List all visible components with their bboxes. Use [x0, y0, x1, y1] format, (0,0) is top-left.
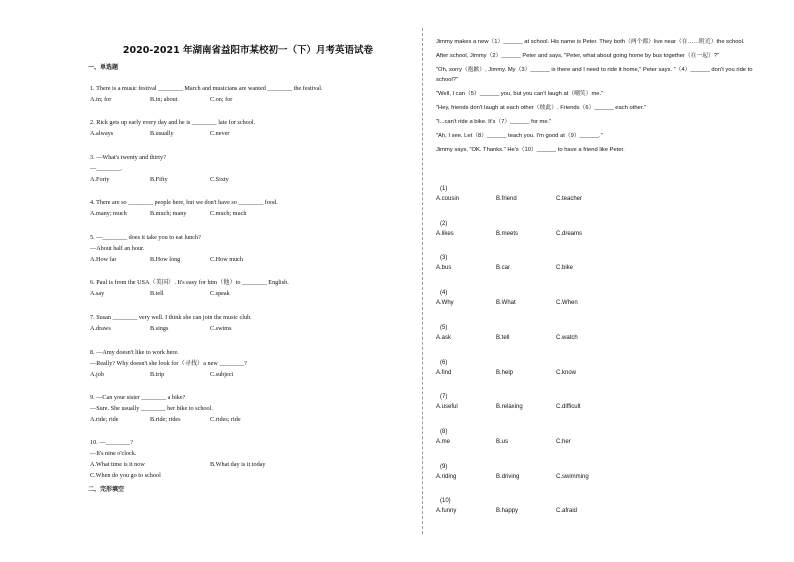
option-a[interactable]: A.Why: [436, 300, 454, 307]
option-c[interactable]: C.her: [556, 438, 571, 445]
option-c[interactable]: C.rides; ride: [210, 416, 241, 423]
option-a[interactable]: A.find: [436, 369, 452, 376]
question-options: [90, 128, 408, 139]
option-a[interactable]: A.What time is it now: [90, 461, 145, 468]
option-a[interactable]: A.me: [436, 438, 451, 445]
cloze-options: [436, 437, 776, 448]
question-stem-line: 1. There is a music festival ________ March and musicians are wanted ________ the festival.: [90, 85, 323, 92]
cloze-question-5: [436, 323, 776, 344]
option-c[interactable]: C.subject: [210, 371, 234, 378]
question-stem-line: 9. —Can your sister ________ a bike?: [90, 394, 186, 401]
question-stem-line: —About half an hour.: [90, 245, 145, 252]
question-stem-line: —It's nine o'clock.: [90, 450, 137, 457]
question-stem-line: 7. Susan ________ very well. I think she can join the music club.: [90, 314, 252, 321]
question-options: [90, 254, 408, 265]
option-a[interactable]: A.in; for: [90, 96, 112, 103]
option-b[interactable]: B.meets: [496, 230, 519, 237]
question-stem-line: —________.: [90, 165, 123, 172]
option-c[interactable]: C.watch: [556, 334, 578, 341]
cloze-options: [436, 229, 776, 240]
option-b[interactable]: B.How long: [150, 256, 181, 263]
option-b[interactable]: B.tell: [150, 290, 164, 297]
cloze-question-number: (1): [440, 186, 448, 192]
question-options: [90, 174, 408, 185]
cloze-question-number: (8): [440, 428, 448, 435]
option-b[interactable]: B.driving: [496, 473, 520, 480]
option-a[interactable]: A.riding: [436, 473, 457, 480]
option-a[interactable]: A.likes: [436, 230, 454, 237]
question-options: [90, 323, 408, 334]
question-options: [90, 470, 408, 481]
option-a[interactable]: A.job: [90, 371, 104, 378]
option-b[interactable]: B.usually: [150, 130, 174, 137]
right-page: [436, 0, 776, 562]
cloze-options: [436, 402, 776, 413]
question-8: [90, 347, 408, 380]
cloze-options: [436, 263, 776, 274]
cloze-question-7: [436, 392, 776, 413]
cloze-question-number: (2): [440, 220, 448, 227]
passage-paragraph: "Ah, I see. Let（8）______ teach you. I'm good at（9）______.": [436, 133, 603, 140]
page-divider: [422, 28, 423, 534]
option-a[interactable]: A.cousin: [436, 196, 460, 202]
question-stem-line: 5. —________ does it take you to eat lunch?: [90, 234, 201, 241]
option-a[interactable]: A.funny: [436, 508, 457, 515]
section-cloze-title: 二、完形填空: [88, 486, 125, 493]
option-b[interactable]: B.car: [496, 265, 511, 272]
option-c[interactable]: C.know: [556, 369, 577, 376]
option-c[interactable]: C.much; much: [210, 210, 247, 217]
question-1: [90, 83, 408, 105]
cloze-question-4: [436, 288, 776, 309]
option-c[interactable]: C.How much: [210, 256, 243, 263]
cloze-question-number: (3): [440, 255, 448, 262]
question-options: [90, 94, 408, 105]
question-stem-line: —Sure. She usually ________ her bike to school.: [90, 405, 213, 412]
question-options: [90, 288, 408, 299]
option-c[interactable]: C.swimming: [556, 473, 589, 480]
option-c[interactable]: C.speak: [210, 290, 230, 297]
option-b[interactable]: B.What: [496, 300, 516, 307]
option-a[interactable]: A.ride; ride: [90, 416, 119, 423]
cloze-options: [436, 506, 776, 517]
cloze-options: [436, 472, 776, 483]
question-stem-line: 2. Rick gets up early every day and he is ________ late for school.: [90, 119, 256, 126]
option-b[interactable]: B.trip: [150, 371, 165, 378]
question-7: [90, 312, 408, 334]
question-stem-line: 10. —________?: [90, 439, 133, 446]
option-a[interactable]: A.draws: [90, 325, 111, 332]
option-b[interactable]: B.sings: [150, 325, 169, 332]
cloze-options: [436, 194, 776, 205]
cloze-question-10: [436, 496, 776, 517]
option-b[interactable]: B.in; about: [150, 96, 178, 103]
question-stem-line: 6. Paul is from the USA（美国）. It's easy for him（他）to ________ English.: [90, 279, 289, 286]
option-c[interactable]: C.When do you go to school: [90, 472, 161, 479]
passage-paragraph: "Oh, sorry（抱歉）, Jimmy. My（3）______ is there and I need to ride it home," Peter says. "（4）______ don't you ride to school?": [436, 67, 753, 83]
option-a[interactable]: A.How far: [90, 256, 117, 263]
exam-title: 2020-2021 年湖南省益阳市某校初一（下）月考英语试卷: [122, 45, 374, 56]
option-b[interactable]: B.What day is it today: [210, 461, 266, 468]
question-2: [90, 117, 408, 139]
cloze-question-9: [436, 462, 776, 483]
cloze-question-8: [436, 427, 776, 448]
option-a[interactable]: A.always: [90, 130, 114, 137]
option-b[interactable]: B.happy: [496, 508, 519, 515]
cloze-question-3: [436, 253, 776, 274]
option-c[interactable]: C.bike: [556, 265, 574, 272]
option-c[interactable]: C.Sixty: [210, 176, 229, 183]
question-3: [90, 152, 408, 185]
cloze-question-number: (6): [440, 359, 448, 366]
cloze-question-number: (10): [440, 498, 451, 505]
option-c[interactable]: C.dreams: [556, 230, 583, 237]
option-a[interactable]: A.ask: [436, 334, 452, 341]
left-page: [86, 0, 410, 562]
cloze-question-1: [436, 184, 776, 205]
option-b[interactable]: B.ride; rides: [150, 416, 181, 423]
option-a[interactable]: A.bus: [436, 265, 452, 272]
cloze-question-number: (4): [440, 290, 448, 297]
option-a[interactable]: A.Forty: [90, 176, 110, 183]
question-9: [90, 392, 408, 425]
question-stem-line: —Really? Why doesn't she look for（寻找）a new ________?: [90, 360, 247, 367]
option-a[interactable]: A.useful: [436, 404, 458, 411]
question-4: [90, 197, 408, 219]
option-c[interactable]: C.on; for: [210, 96, 233, 103]
option-a[interactable]: A.say: [90, 290, 105, 297]
passage-paragraph: Jimmy makes a new（1）______ at school. His name is Peter. They both（两个都）live near（在……附近）the school.: [436, 39, 745, 45]
passage-paragraph: After school, Jimmy（2）______ Peter and says, "Peter, what about going home by bus together（在一起）?": [436, 53, 720, 60]
passage-paragraph: "I...can't ride a bike. It's（7）______ for me.": [436, 118, 552, 125]
cloze-question-number: (9): [440, 463, 448, 470]
cloze-options: [436, 368, 776, 379]
option-b[interactable]: B.Fifty: [150, 176, 168, 183]
option-c[interactable]: C.teacher: [556, 196, 583, 202]
cloze-options: [436, 333, 776, 344]
passage-paragraph: Jimmy says, "OK. Thanks." He's（10）______ to have a friend like Peter.: [436, 147, 625, 154]
section-single-choice-title: 一、单选题: [88, 64, 119, 71]
option-c[interactable]: C.When: [556, 300, 578, 307]
option-b[interactable]: B.help: [496, 369, 514, 376]
question-options: [90, 208, 408, 219]
option-c[interactable]: C.swims: [210, 325, 232, 332]
question-stem-line: 3. —What's twenty and thirty?: [90, 154, 166, 161]
cloze-question-number: (5): [440, 324, 448, 331]
passage-paragraph: "Hey, friends don't laugh at each other（彼此）. Friends（6）______ each other.": [436, 104, 647, 111]
question-5: [90, 232, 408, 265]
cloze-question-6: [436, 358, 776, 379]
option-c[interactable]: C.never: [210, 130, 230, 137]
cloze-passage: [436, 38, 776, 160]
question-10: [90, 437, 408, 481]
option-c[interactable]: C.difficult: [556, 404, 581, 411]
passage-paragraph: "Well, I can（5）______ you, but you can't laugh at（嘲笑）me.": [436, 90, 604, 97]
question-options: [90, 369, 408, 380]
option-b[interactable]: B.friend: [496, 196, 517, 202]
question-stem-line: 8. —Amy doesn't like to work here.: [90, 349, 179, 356]
cloze-options: [436, 298, 776, 309]
option-b[interactable]: B.relaxing: [496, 404, 523, 411]
option-c[interactable]: C.afraid: [556, 508, 578, 515]
option-b[interactable]: B.tell: [496, 334, 510, 341]
question-stem-line: 4. There are so ________ people here, but we don't have so ________ food.: [90, 199, 278, 206]
option-a[interactable]: A.many; much: [90, 210, 127, 217]
question-options: [90, 414, 408, 425]
question-options: [90, 459, 408, 470]
cloze-question-2: [436, 219, 776, 240]
question-6: [90, 277, 408, 299]
cloze-question-number: (7): [440, 394, 448, 401]
option-b[interactable]: B.us: [496, 438, 509, 445]
option-b[interactable]: B.much; many: [150, 210, 187, 217]
